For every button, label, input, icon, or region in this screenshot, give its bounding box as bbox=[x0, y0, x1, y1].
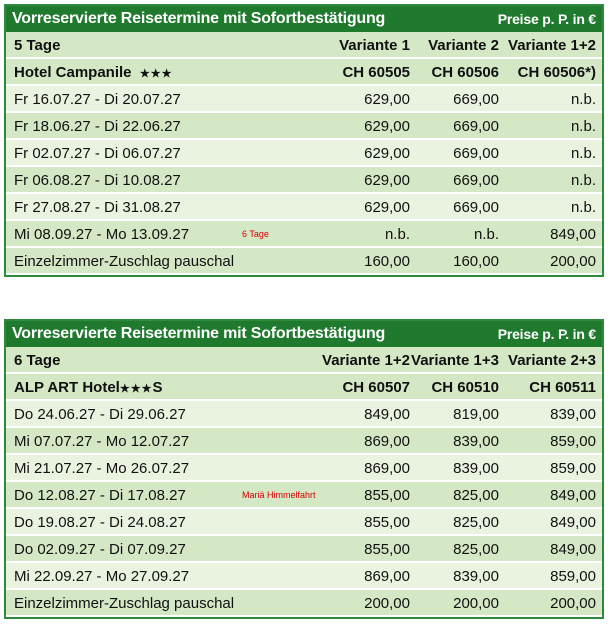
price-cell: 629,00 bbox=[364, 172, 410, 189]
variant-header: Variante 2 bbox=[428, 37, 499, 54]
price-cell: 629,00 bbox=[364, 91, 410, 108]
surcharge-value: 160,00 bbox=[453, 253, 499, 270]
price-cell: 669,00 bbox=[453, 172, 499, 189]
date-range: Mi 21.07.27 - Mo 26.07.27 bbox=[14, 460, 190, 477]
date-range: Mi 07.07.27 - Mo 12.07.27 bbox=[14, 433, 190, 450]
price-cell: 839,00 bbox=[453, 460, 499, 477]
surcharge-row bbox=[6, 248, 602, 275]
table-row bbox=[6, 428, 602, 455]
variant-header: Variante 1+2 bbox=[508, 37, 596, 54]
price-cell: n.b. bbox=[384, 226, 410, 243]
price-cell: 855,00 bbox=[364, 514, 410, 531]
table-row bbox=[6, 167, 602, 194]
price-cell: n.b. bbox=[473, 226, 499, 243]
price-cell: 849,00 bbox=[550, 226, 596, 243]
price-cell: 859,00 bbox=[550, 568, 596, 585]
date-range: Fr 18.06.27 - Di 22.06.27 bbox=[14, 118, 181, 135]
price-cell: n.b. bbox=[570, 172, 596, 189]
trip-code: CH 60506 bbox=[431, 64, 499, 81]
variant-header: Variante 1+3 bbox=[411, 352, 499, 369]
table-row bbox=[6, 221, 602, 248]
duration-label: 6 Tage bbox=[14, 352, 61, 369]
table-header-bar bbox=[6, 6, 602, 32]
price-cell: n.b. bbox=[570, 199, 596, 216]
table-row bbox=[6, 563, 602, 590]
price-cell: n.b. bbox=[570, 145, 596, 162]
hotel-stars: ★★★ bbox=[139, 68, 173, 80]
price-cell: 669,00 bbox=[453, 91, 499, 108]
price-cell: 849,00 bbox=[364, 406, 410, 423]
table-row bbox=[6, 401, 602, 428]
price-cell: 855,00 bbox=[364, 541, 410, 558]
date-range: Fr 02.07.27 - Di 06.07.27 bbox=[14, 145, 181, 162]
table-title: Vorreservierte Reisetermine mit Sofortbestätigung bbox=[12, 10, 386, 27]
date-range: Do 02.09.27 - Di 07.09.27 bbox=[14, 541, 186, 558]
trip-code: CH 60507 bbox=[342, 379, 410, 396]
price-cell: 825,00 bbox=[453, 487, 499, 504]
table-row bbox=[6, 86, 602, 113]
variants-row bbox=[6, 347, 602, 374]
table-row bbox=[6, 140, 602, 167]
date-range: Fr 06.08.27 - Di 10.08.27 bbox=[14, 172, 181, 189]
table-title: Vorreservierte Reisetermine mit Sofortbestätigung bbox=[12, 325, 386, 342]
price-cell: 669,00 bbox=[453, 145, 499, 162]
trip-code: CH 60506*) bbox=[517, 64, 596, 81]
date-range: Fr 27.08.27 - Di 31.08.27 bbox=[14, 199, 181, 216]
table-row bbox=[6, 482, 602, 509]
hotel-row bbox=[6, 59, 602, 86]
surcharge-value: 200,00 bbox=[453, 595, 499, 612]
price-cell: 839,00 bbox=[453, 568, 499, 585]
surcharge-label: Einzelzimmer-Zuschlag pauschal bbox=[14, 253, 235, 270]
trip-code: CH 60510 bbox=[431, 379, 499, 396]
date-range: Mi 22.09.27 - Mo 27.09.27 bbox=[14, 568, 190, 585]
price-cell: 859,00 bbox=[550, 460, 596, 477]
duration-label: 5 Tage bbox=[14, 37, 61, 54]
price-cell: 859,00 bbox=[550, 433, 596, 450]
table-row bbox=[6, 194, 602, 221]
price-cell: 849,00 bbox=[550, 541, 596, 558]
price-cell: 669,00 bbox=[453, 199, 499, 216]
trip-code: CH 60511 bbox=[529, 379, 596, 396]
price-cell: 869,00 bbox=[364, 568, 410, 585]
price-cell: 855,00 bbox=[364, 487, 410, 504]
hotel-stars: ★★★ bbox=[119, 383, 153, 395]
table-row bbox=[6, 455, 602, 482]
hotel-name: ALP ART Hotel★★★S bbox=[14, 379, 163, 396]
price-cell: 825,00 bbox=[453, 541, 499, 558]
date-range: Do 19.08.27 - Di 24.08.27 bbox=[14, 514, 186, 531]
date-range: Do 24.06.27 - Di 29.06.27 bbox=[14, 406, 186, 423]
table-row bbox=[6, 113, 602, 140]
price-cell: 849,00 bbox=[550, 514, 596, 531]
hotel-row bbox=[6, 374, 602, 401]
price-cell: n.b. bbox=[570, 118, 596, 135]
price-cell: n.b. bbox=[570, 91, 596, 108]
price-cell: 629,00 bbox=[364, 145, 410, 162]
surcharge-value: 200,00 bbox=[550, 595, 596, 612]
price-table-1 bbox=[4, 4, 604, 277]
date-note: 6 Tage bbox=[242, 229, 269, 239]
price-cell: 825,00 bbox=[453, 514, 499, 531]
date-note: Mariä Himmelfahrt bbox=[242, 490, 316, 500]
variant-header: Variante 1+2 bbox=[322, 352, 410, 369]
surcharge-row bbox=[6, 590, 602, 617]
price-cell: 869,00 bbox=[364, 433, 410, 450]
surcharge-value: 160,00 bbox=[364, 253, 410, 270]
date-range: Fr 16.07.27 - Di 20.07.27 bbox=[14, 91, 181, 108]
table-header-bar bbox=[6, 321, 602, 347]
table-row bbox=[6, 536, 602, 563]
variants-row bbox=[6, 32, 602, 59]
price-cell: 849,00 bbox=[550, 487, 596, 504]
variant-header: Variante 2+3 bbox=[508, 352, 596, 369]
price-cell: 669,00 bbox=[453, 118, 499, 135]
table-row bbox=[6, 509, 602, 536]
price-table-2 bbox=[4, 319, 604, 619]
trip-code: CH 60505 bbox=[342, 64, 410, 81]
date-range: Mi 08.09.27 - Mo 13.09.27 bbox=[14, 226, 190, 243]
price-cell: 629,00 bbox=[364, 199, 410, 216]
price-cell: 839,00 bbox=[550, 406, 596, 423]
price-cell: 839,00 bbox=[453, 433, 499, 450]
price-cell: 629,00 bbox=[364, 118, 410, 135]
price-label: Preise p. P. in € bbox=[497, 326, 596, 342]
hotel-name: Hotel Campanile ★★★ bbox=[14, 64, 173, 81]
date-range: Do 12.08.27 - Di 17.08.27 bbox=[14, 487, 186, 504]
surcharge-label: Einzelzimmer-Zuschlag pauschal bbox=[14, 595, 235, 612]
price-label: Preise p. P. in € bbox=[497, 11, 596, 27]
price-cell: 869,00 bbox=[364, 460, 410, 477]
price-cell: 819,00 bbox=[453, 406, 499, 423]
variant-header: Variante 1 bbox=[339, 37, 410, 54]
surcharge-value: 200,00 bbox=[364, 595, 410, 612]
surcharge-value: 200,00 bbox=[550, 253, 596, 270]
